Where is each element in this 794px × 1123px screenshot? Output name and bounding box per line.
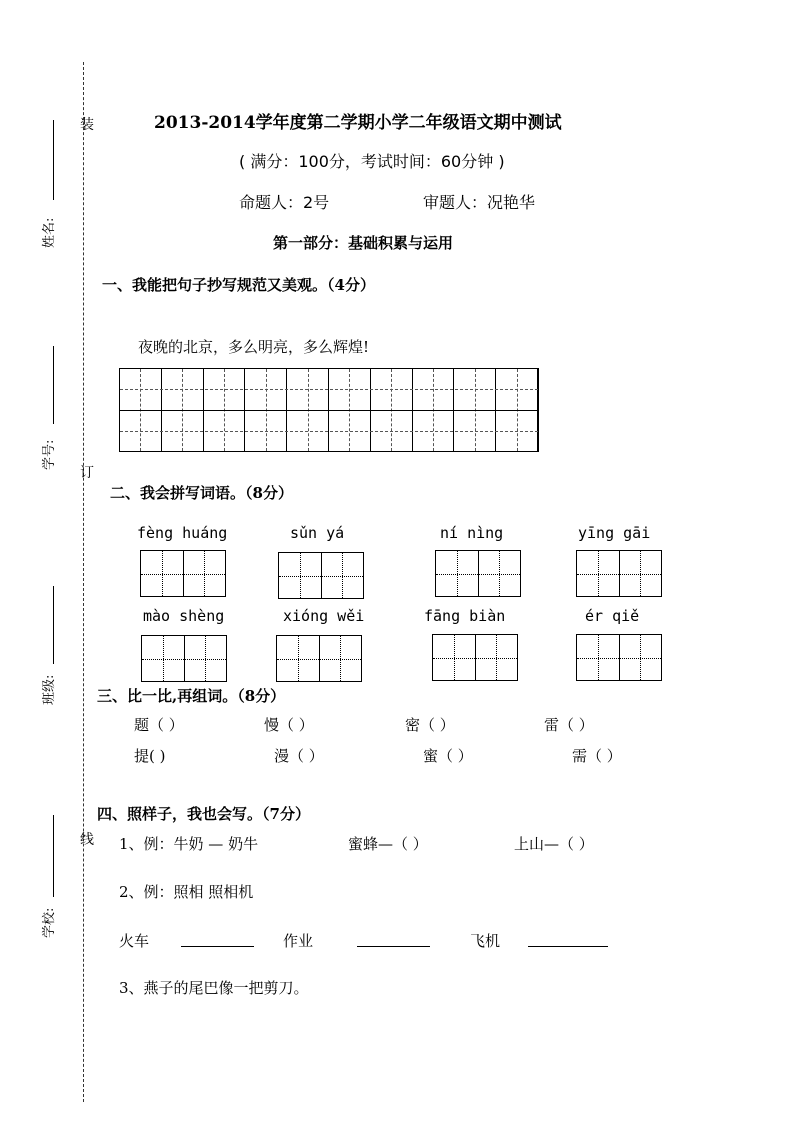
q4-item2-word: 火车 (119, 932, 150, 950)
compare-item[interactable]: 蜜（ ） (423, 747, 473, 765)
pinyin-label: yīng gāi (578, 524, 651, 542)
compare-item[interactable]: 题（ ） (134, 716, 184, 734)
q4-item2-word: 作业 (283, 932, 314, 950)
compare-item[interactable]: 慢（ ） (264, 716, 314, 734)
name-field-label: 姓名: (42, 217, 57, 248)
q4-title: 四、照样子，我也会写。（7分） (97, 805, 310, 823)
part1-title: 第一部分：基础积累与运用 (273, 234, 454, 252)
setter-line: 命题人：2号 (239, 193, 330, 212)
reviewer-line: 审题人：况艳华 (423, 193, 536, 212)
binding-char-zhuang: 装 (80, 117, 94, 133)
compare-item[interactable]: 漫（ ） (274, 747, 324, 765)
binding-dashed-line (83, 62, 84, 1102)
q4-item1-answer-b[interactable]: 上山—（ ） (514, 835, 594, 853)
name-field-line[interactable] (53, 120, 54, 200)
binding-char-ding: 订 (80, 465, 94, 481)
pinyin-label: ér qiě (585, 607, 640, 625)
q4-item1-answer-a[interactable]: 蜜蜂—（ ） (348, 835, 428, 853)
writing-box[interactable] (276, 635, 362, 682)
pinyin-label: xióng wěi (283, 607, 365, 625)
school-field-line[interactable] (53, 815, 54, 897)
exam-title: 2013-2014学年度第二学期小学二年级语文期中测试 (154, 113, 562, 133)
exam-subtitle: ( 满分：100分，考试时间：60分钟 ) (239, 152, 505, 171)
answer-blank[interactable] (528, 946, 608, 947)
q4-item1-example: 1、例：牛奶 — 奶牛 (119, 835, 259, 853)
q4-item3-example: 3、燕子的尾巴像一把剪刀。 (119, 979, 309, 997)
writing-box[interactable] (576, 550, 662, 597)
class-field-label: 班级: (42, 674, 57, 705)
pinyin-label: fāng biàn (424, 607, 506, 625)
pinyin-label: fèng huáng (137, 524, 228, 542)
pinyin-label: sǔn yá (290, 524, 345, 542)
q4-item2-word: 飞机 (470, 932, 501, 950)
writing-box[interactable] (432, 634, 518, 681)
compare-item[interactable]: 密（ ） (405, 716, 455, 734)
copy-writing-grid[interactable] (119, 368, 539, 452)
student-number-field-label: 学号: (42, 439, 57, 470)
writing-box[interactable] (435, 550, 521, 597)
answer-blank[interactable] (181, 946, 254, 947)
compare-item[interactable]: 提( ) (134, 747, 166, 765)
school-field-label: 学校: (42, 907, 57, 938)
q4-item2-example: 2、例：照相 照相机 (119, 883, 254, 901)
student-number-field-line[interactable] (53, 346, 54, 424)
writing-box[interactable] (140, 550, 226, 597)
pinyin-label: mào shèng (143, 607, 225, 625)
q1-title: 一、我能把句子抄写规范又美观。（4分） (102, 276, 375, 294)
writing-box[interactable] (576, 634, 662, 681)
q1-sentence: 夜晚的北京，多么明亮，多么辉煌! (138, 338, 370, 356)
writing-box[interactable] (141, 635, 227, 682)
compare-item[interactable]: 雷（ ） (544, 716, 594, 734)
q3-title: 三、比一比,再组词。（8分） (97, 687, 286, 705)
pinyin-label: ní nìng (440, 524, 504, 542)
writing-box[interactable] (278, 552, 364, 599)
binding-char-xian: 线 (80, 832, 94, 848)
compare-item[interactable]: 需（ ） (572, 747, 622, 765)
class-field-line[interactable] (53, 586, 54, 664)
answer-blank[interactable] (357, 946, 430, 947)
q2-title: 二、我会拼写词语。（8分） (110, 484, 293, 502)
